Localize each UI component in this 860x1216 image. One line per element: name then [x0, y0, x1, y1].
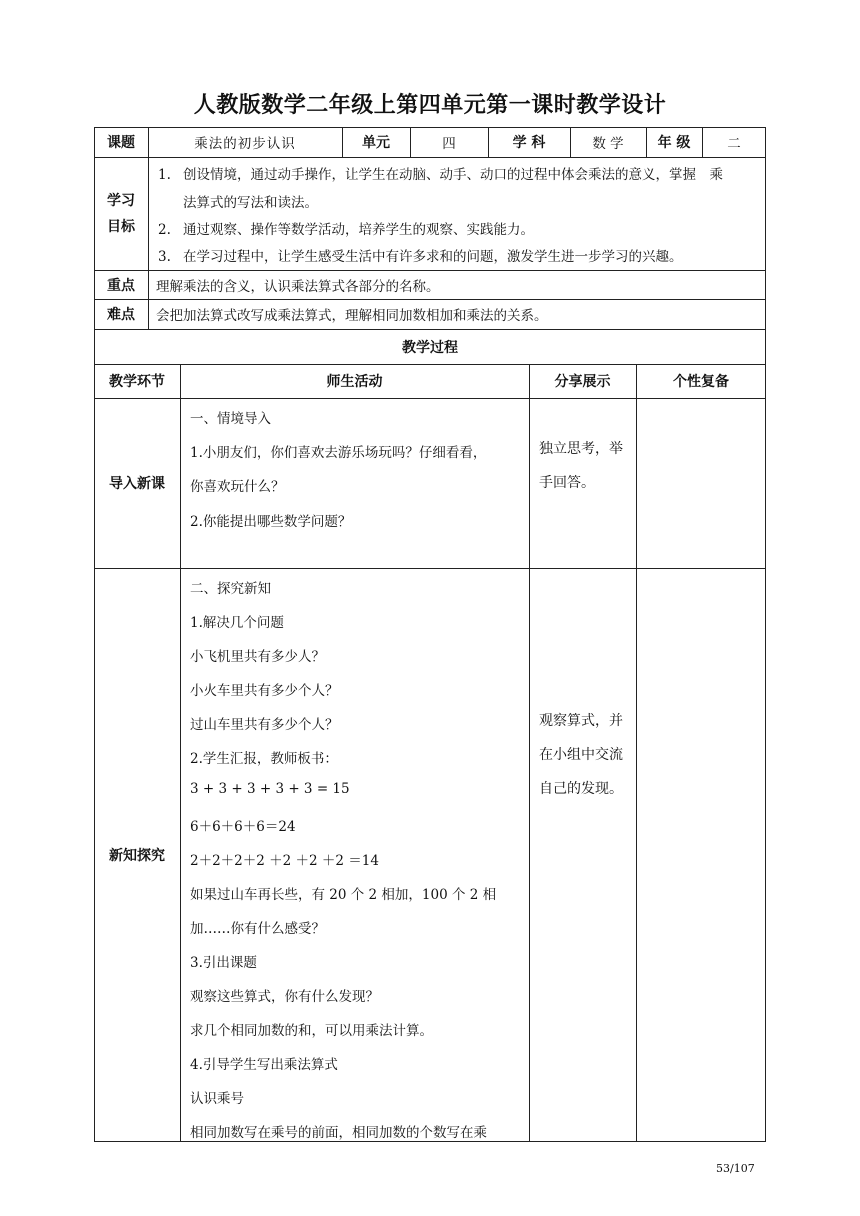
stage-intro: 导入新课: [109, 476, 165, 492]
goal-text: 法算式的写法和读法。: [183, 195, 318, 211]
activity-line: 加……你有什么感受？: [190, 921, 325, 937]
goals-label-line2: 目标: [107, 218, 135, 235]
activity-line: 小火车里共有多少个人？: [190, 683, 339, 699]
activity-line: 观察这些算式，你有什么发现？: [190, 989, 379, 1005]
goal-text: 通过观察、操作等数学活动，培养学生的观察、实践能力。: [183, 222, 534, 238]
stage-explore: 新知探究: [109, 848, 165, 864]
share-text: [539, 704, 623, 806]
column-header-share: 分享展示: [554, 374, 611, 390]
activity-line: 4.引导学生写出乘法算式: [190, 1057, 338, 1073]
activity-line: 3.引出课题: [190, 955, 257, 971]
subject-value: 数 学: [592, 136, 624, 152]
unit-label: 单元: [362, 135, 390, 151]
activity-line: 1.解决几个问题: [190, 615, 284, 631]
goal-text: 在学习过程中，让学生感受生活中有许多求和的问题，激发学生进一步学习的兴趣。: [183, 249, 683, 265]
activity-line: 2＋2＋2＋2 ＋2 ＋2 ＋2 ＝14: [190, 853, 379, 869]
page-number: 53/107: [716, 1162, 755, 1175]
activity-line: 如果过山车再长些，有 20 个 2 相加，100 个 2 相: [190, 887, 497, 903]
activity-line: 二、探究新知: [190, 581, 271, 597]
goal-number: 3.: [158, 249, 171, 265]
goals-label-line1: 学习: [107, 192, 135, 209]
key-point-label: 重点: [107, 277, 135, 294]
column-header-personal: 个性复备: [673, 374, 729, 390]
topic-value: 乘法的初步认识: [194, 136, 296, 152]
goal-number: 2.: [158, 222, 171, 238]
difficulty-label: 难点: [107, 307, 135, 323]
difficulty-value: 会把加法算式改写成乘法算式，理解相同加数相加和乘法的关系。: [156, 308, 548, 324]
grade-value: 二: [727, 136, 741, 152]
topic-label: 课题: [107, 135, 135, 151]
grade-label: 年 级: [657, 135, 691, 151]
activity-line: 2.你能提出哪些数学问题？: [190, 514, 352, 530]
activity-line: 你喜欢玩什么？: [190, 479, 285, 495]
activity-line: 2.学生汇报，教师板书：: [190, 751, 338, 767]
subject-label: 学 科: [512, 135, 546, 151]
activity-line: 相同加数写在乘号的前面，相同加数的个数写在乘: [190, 1125, 487, 1141]
share-line: 在小组中交流: [539, 747, 623, 763]
column-header-activity: 师生活动: [326, 374, 383, 390]
activity-line: 1.小朋友们，你们喜欢去游乐场玩吗？仔细看看，: [190, 445, 487, 461]
document-title: 人教版数学二年级上第四单元第一课时教学设计: [193, 93, 667, 118]
activity-line: 6＋6＋6＋6＝24: [190, 819, 296, 835]
activity-line: 3 + 3 + 3 + 3 + 3 = 15: [190, 781, 350, 797]
goal-number: 1.: [158, 167, 171, 183]
activity-line: 求几个相同加数的和，可以用乘法计算。: [190, 1023, 433, 1039]
share-text: [539, 432, 623, 500]
unit-value: 四: [442, 136, 456, 152]
share-line: 独立思考，举: [539, 441, 623, 457]
share-line: 手回答。: [539, 475, 595, 491]
goals-label: [94, 157, 148, 270]
share-line: 观察算式，并: [539, 713, 623, 729]
goal-text: 创设情境，通过动手操作，让学生在动脑、动手、动口的过程中体会乘法的意义，掌握 乘: [183, 167, 723, 183]
share-line: 自己的发现。: [539, 781, 623, 797]
activity-line: 过山车里共有多少个人？: [190, 717, 339, 733]
process-title: 教学过程: [402, 339, 458, 356]
column-header-stage: 教学环节: [109, 374, 165, 390]
activity-line: 小飞机里共有多少人？: [190, 649, 325, 665]
activity-line: 一、情境导入: [190, 411, 271, 427]
activity-line: 认识乘号: [190, 1091, 244, 1107]
key-point-value: 理解乘法的含义，认识乘法算式各部分的名称。: [156, 278, 440, 295]
